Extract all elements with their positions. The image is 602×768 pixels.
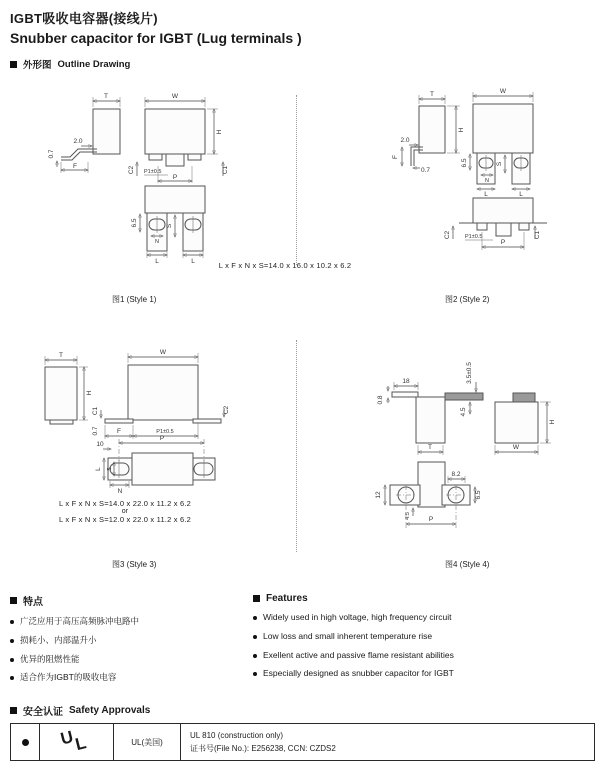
table-cell-logo: [40, 724, 114, 760]
dim-label-H: H: [549, 419, 556, 425]
dim-label-C1: C1: [534, 230, 541, 240]
dim-label-3.5: 3.5±0.5: [466, 362, 473, 384]
list-item: [10, 655, 245, 665]
outline-title-zh: 外形图: [23, 60, 52, 71]
dim-label-P1: P1±0.5: [465, 234, 483, 240]
style4-side-view: [377, 362, 483, 455]
dim-label-N: N: [155, 239, 159, 245]
cert-file-number-text: 证书号(File No.): E256238, CCN: CZDS2: [190, 743, 336, 753]
table-cell-bullet: [11, 724, 40, 760]
feature-text: Widely used in high voltage, high frequency circuit: [263, 612, 452, 622]
dim-label-L: L: [191, 258, 195, 265]
dim-label-8.2: 8.2: [451, 471, 461, 478]
style3-front-view: [92, 349, 230, 439]
style3-formula-2: L x F x N x S=12.0 x 22.0 x 11.2 x 6.2: [58, 515, 192, 524]
title-block: [10, 8, 302, 46]
dim-label-P1: P1±0.5: [156, 429, 174, 435]
feature-text: 优异的阻燃性能: [20, 653, 80, 664]
features-zh-section: [10, 593, 245, 692]
dim-label-S: S: [107, 467, 113, 471]
dim-label-2.0: 2.0: [400, 137, 410, 144]
style2-front-view: [461, 88, 533, 198]
style1-drawing: [40, 86, 300, 271]
bullet-icon: [22, 739, 29, 746]
dim-label-F: F: [73, 163, 77, 170]
style4-drawing: [365, 335, 595, 550]
style2-drawing: [385, 86, 600, 271]
dim-label-S: S: [166, 223, 173, 229]
dim-label-F: F: [117, 428, 121, 435]
dim-label-W: W: [499, 88, 507, 95]
dim-label-0.8: 0.8: [377, 395, 384, 405]
bullet-icon: [10, 658, 14, 662]
style3-formula-or: or: [121, 508, 129, 515]
style1-bottom-view: [131, 186, 205, 265]
dim-label-0.7: 0.7: [421, 167, 431, 174]
style2-side-view: [392, 91, 465, 174]
style3-drawing: [40, 335, 300, 500]
dim-label-C1: C1: [92, 406, 99, 416]
section-marker-icon: [10, 61, 17, 68]
dim-label-12: 12: [375, 491, 382, 499]
list-item: [10, 636, 245, 646]
dim-label-P: P: [428, 516, 434, 523]
safety-approvals-table: [10, 723, 595, 761]
approval-org-label: UL(美国): [131, 737, 163, 747]
list-item: [253, 613, 593, 623]
dim-label-6.5: 6.5: [475, 490, 482, 500]
dim-label-H: H: [216, 129, 223, 135]
dim-label-0.7: 0.7: [48, 149, 55, 159]
dim-label-18: 18: [402, 378, 410, 385]
list-item: [10, 617, 245, 627]
dim-label-6.5: 6.5: [131, 218, 138, 228]
dim-label-4.5: 4.5: [405, 512, 411, 520]
style1-formula: L x F x N x S=14.0 x 16.0 x 10.2 x 6.2: [218, 261, 352, 270]
features-zh-title: 特点: [23, 597, 43, 608]
style3-side-view: [45, 352, 93, 424]
safety-title-en: Safety Approvals: [69, 705, 151, 716]
dim-label-L: L: [519, 191, 523, 198]
style4-bottom-view: [375, 462, 482, 528]
safety-section-header: [10, 703, 150, 718]
safety-title-zh: 安全认证: [23, 707, 63, 718]
dim-label-T: T: [430, 91, 434, 98]
style2-caption: 图2 (Style 2): [445, 295, 490, 304]
dim-label-N: N: [485, 178, 489, 184]
list-item: [253, 651, 593, 661]
section-marker-icon: [10, 597, 17, 604]
dim-label-C2: C2: [128, 165, 135, 175]
features-en-section: [253, 593, 593, 688]
dim-label-0.7: 0.7: [92, 426, 99, 436]
dim-label-P: P: [172, 174, 178, 181]
feature-text: 广泛应用于高压高频脉冲电路中: [20, 616, 140, 626]
list-item: [253, 632, 593, 642]
feature-text: Especially designed as snubber capacitor for IGBT: [263, 668, 454, 679]
style3-formula-1: L x F x N x S=14.0 x 22.0 x 11.2 x 6.2: [58, 499, 192, 508]
outline-section-header: [10, 57, 130, 71]
bullet-icon: [253, 616, 257, 620]
feature-text: Low loss and small inherent temperature rise: [263, 630, 433, 641]
style3-caption: 图3 (Style 3): [112, 560, 157, 569]
style4-front-view: [495, 393, 556, 455]
feature-text: 适合作为IGBT的吸收电容: [20, 672, 117, 683]
bullet-icon: [10, 676, 14, 680]
ul-logo-letter-u: U: [58, 727, 75, 749]
bullet-icon: [253, 672, 257, 676]
feature-text: 损耗小、内部温升小: [20, 634, 97, 645]
list-item: [10, 673, 245, 683]
feature-text: Exellent active and passive flame resistant abilities: [263, 649, 454, 660]
dim-label-N: N: [117, 488, 123, 495]
dim-label-W: W: [512, 444, 520, 451]
style1-side-view: [48, 93, 120, 173]
dim-label-10: 10: [96, 441, 104, 448]
page-title-zh: IGBT吸收电容器(接线片): [10, 11, 158, 26]
dim-label-H: H: [86, 390, 93, 396]
style3-formulas: [40, 499, 210, 524]
features-zh-header: [10, 593, 245, 608]
style4-caption: 图4 (Style 4): [445, 560, 490, 569]
dim-label-L: L: [95, 467, 102, 471]
page-title-en: Snubber capacitor for IGBT (Lug terminals ): [10, 30, 302, 46]
section-marker-icon: [253, 595, 260, 602]
dim-label-2.0: 2.0: [73, 138, 83, 145]
table-cell-org: [114, 724, 181, 760]
outline-title-en: Outline Drawing: [57, 58, 131, 70]
dim-label-F: F: [392, 155, 399, 159]
dim-label-L: L: [155, 258, 159, 265]
section-marker-icon: [10, 707, 17, 714]
dim-label-P1: P1±0.5: [144, 169, 162, 175]
style1-front-view: [128, 93, 229, 183]
dim-label-4.5: 4.5: [460, 407, 467, 417]
features-en-header: [253, 593, 593, 604]
ul-logo-icon: [57, 725, 96, 758]
dim-label-S: S: [496, 161, 503, 167]
dim-label-C2: C2: [223, 405, 230, 415]
bullet-icon: [10, 620, 14, 624]
dim-label-T: T: [104, 93, 108, 100]
dim-label-P: P: [159, 435, 165, 442]
features-en-title: Features: [266, 593, 308, 604]
dim-label-T: T: [59, 352, 63, 359]
dim-label-P: P: [500, 239, 506, 246]
dim-label-W: W: [159, 349, 167, 356]
bullet-icon: [253, 654, 257, 658]
ul-logo-letter-l: L: [72, 733, 88, 755]
dim-label-H: H: [458, 127, 465, 133]
dim-label-6.5: 6.5: [461, 158, 468, 168]
style1-caption: 图1 (Style 1): [112, 295, 157, 304]
dim-label-C1: C1: [222, 165, 229, 175]
dim-label-W: W: [171, 93, 179, 100]
dim-label-C2: C2: [444, 230, 451, 240]
bullet-icon: [253, 635, 257, 639]
bullet-icon: [10, 639, 14, 643]
dim-label-T: T: [428, 444, 432, 451]
dim-label-L: L: [484, 191, 488, 198]
table-cell-cert: [181, 724, 594, 760]
style2-bottom-view: [444, 198, 547, 250]
list-item: [253, 669, 593, 679]
cert-standard-text: UL 810 (construction only): [190, 730, 284, 740]
style3-bottom-view: [95, 435, 215, 495]
